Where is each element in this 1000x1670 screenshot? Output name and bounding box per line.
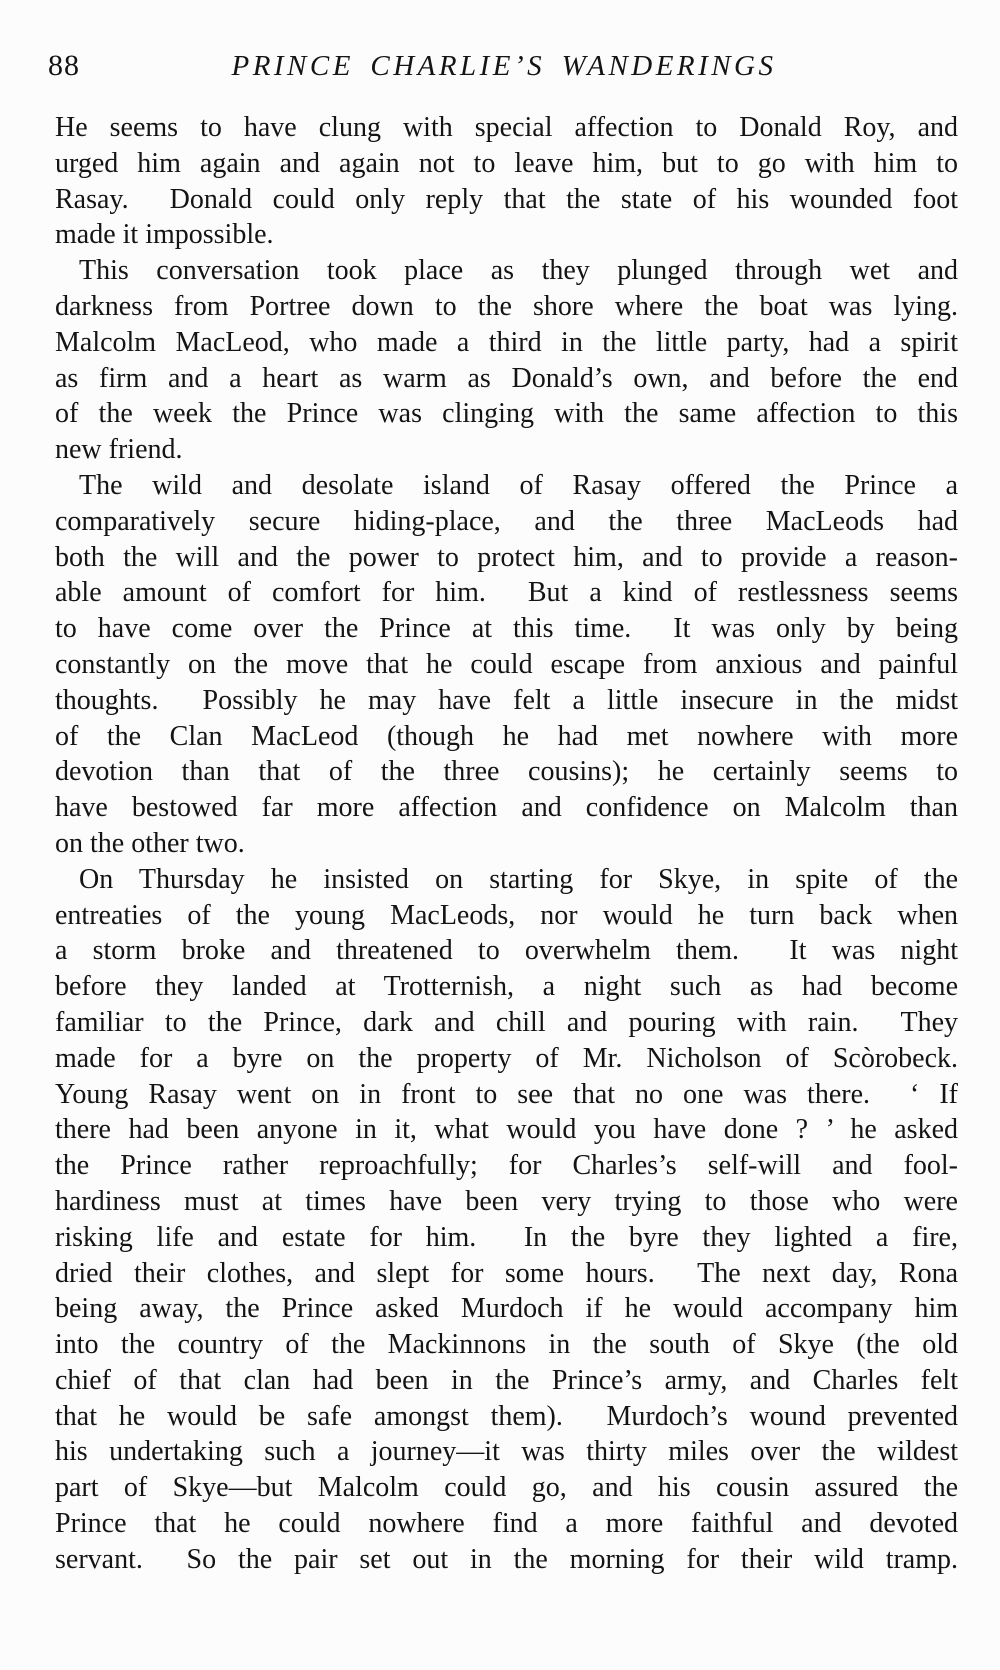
paragraph [55, 253, 958, 468]
body-text [55, 110, 958, 1578]
text-line: Rasay. Donald could only reply that the state of his wounded foot [55, 183, 958, 215]
text-line: hardiness must at times have been very trying to those who were [55, 1185, 958, 1217]
text-line: comparatively secure hiding-place, and the three MacLeods had [55, 505, 958, 537]
text-line: into the country of the Mackinnons in the south of Skye (the old [55, 1329, 958, 1361]
text-line: before they landed at Trotternish, a night such as had become [55, 971, 958, 1003]
text-line: to have come over the Prince at this time. It was only by being [55, 613, 958, 645]
text-line: darkness from Portree down to the shore where the boat was lying. [55, 290, 958, 322]
text-line: his undertaking such a journey—it was thirty miles over the wildest [55, 1436, 958, 1468]
paragraph [55, 862, 958, 1578]
text-line: made it impossible. [55, 219, 274, 251]
text-line: risking life and estate for him. In the byre they lighted a fire, [55, 1221, 958, 1253]
running-title: PRINCE CHARLIE’S WANDERINGS [231, 50, 777, 82]
text-line: constantly on the move that he could escape from anxious and painful [55, 648, 958, 680]
text-line: familiar to the Prince, dark and chill and pouring with rain. They [55, 1006, 958, 1038]
text-line: being away, the Prince asked Murdoch if he would accompany him [55, 1293, 958, 1325]
text-line: Young Rasay went on in front to see that no one was there. ‘ If [55, 1078, 958, 1110]
text-line: made for a byre on the property of Mr. Nicholson of Scòrobeck. [55, 1042, 958, 1074]
text-line: He seems to have clung with special affection to Donald Roy, and [55, 112, 958, 143]
text-line: The wild and desolate island of Rasay offered the Prince a [79, 469, 958, 501]
paragraph [55, 468, 958, 862]
text-line: the Prince rather reproachfully; for Charles’s self-will and fool- [55, 1150, 958, 1182]
text-line: both the will and the power to protect him, and to provide a reason- [55, 541, 958, 573]
text-line: that he would be safe amongst them). Murdoch’s wound prevented [55, 1400, 958, 1432]
text-line: On Thursday he insisted on starting for Skye, in spite of the [79, 863, 958, 895]
text-line: Malcolm MacLeod, who made a third in the little party, had a spirit [55, 326, 958, 358]
text-line: there had been anyone in it, what would you have done ? ’ he asked [55, 1114, 958, 1146]
text-line: servant. So the pair set out in the morning for their wild tramp. [55, 1543, 958, 1575]
text-line: chief of that clan had been in the Prince’s army, and Charles felt [55, 1364, 958, 1396]
text-line: on the other two. [55, 827, 245, 859]
text-line: This conversation took place as they plunged through wet and [79, 255, 958, 287]
text-line: new friend. [55, 434, 183, 466]
text-line: urged him again and again not to leave him, but to go with him to [55, 147, 958, 179]
text-line: as firm and a heart as warm as Donald’s own, and before the end [55, 362, 958, 394]
text-line: of the Clan MacLeod (though he had met nowhere with more [55, 720, 958, 752]
text-line: thoughts. Possibly he may have felt a little insecure in the midst [55, 684, 958, 716]
paragraph [55, 110, 958, 253]
text-line: of the week the Prince was clinging with the same affection to this [55, 398, 958, 430]
text-line: able amount of comfort for him. But a kind of restlessness seems [55, 577, 958, 609]
text-line: devotion than that of the three cousins); he certainly seems to [55, 756, 958, 788]
text-line: have bestowed far more affection and confidence on Malcolm than [55, 792, 958, 824]
text-line: entreaties of the young MacLeods, nor would he turn back when [55, 899, 958, 931]
text-line: dried their clothes, and slept for some hours. The next day, Rona [55, 1257, 958, 1289]
page-header [48, 48, 960, 86]
text-line: Prince that he could nowhere find a more faithful and devoted [55, 1508, 958, 1540]
page-number: 88 [48, 49, 80, 82]
text-line: a storm broke and threatened to overwhelm them. It was night [55, 935, 958, 967]
text-line: part of Skye—but Malcolm could go, and his cousin assured the [55, 1472, 958, 1504]
